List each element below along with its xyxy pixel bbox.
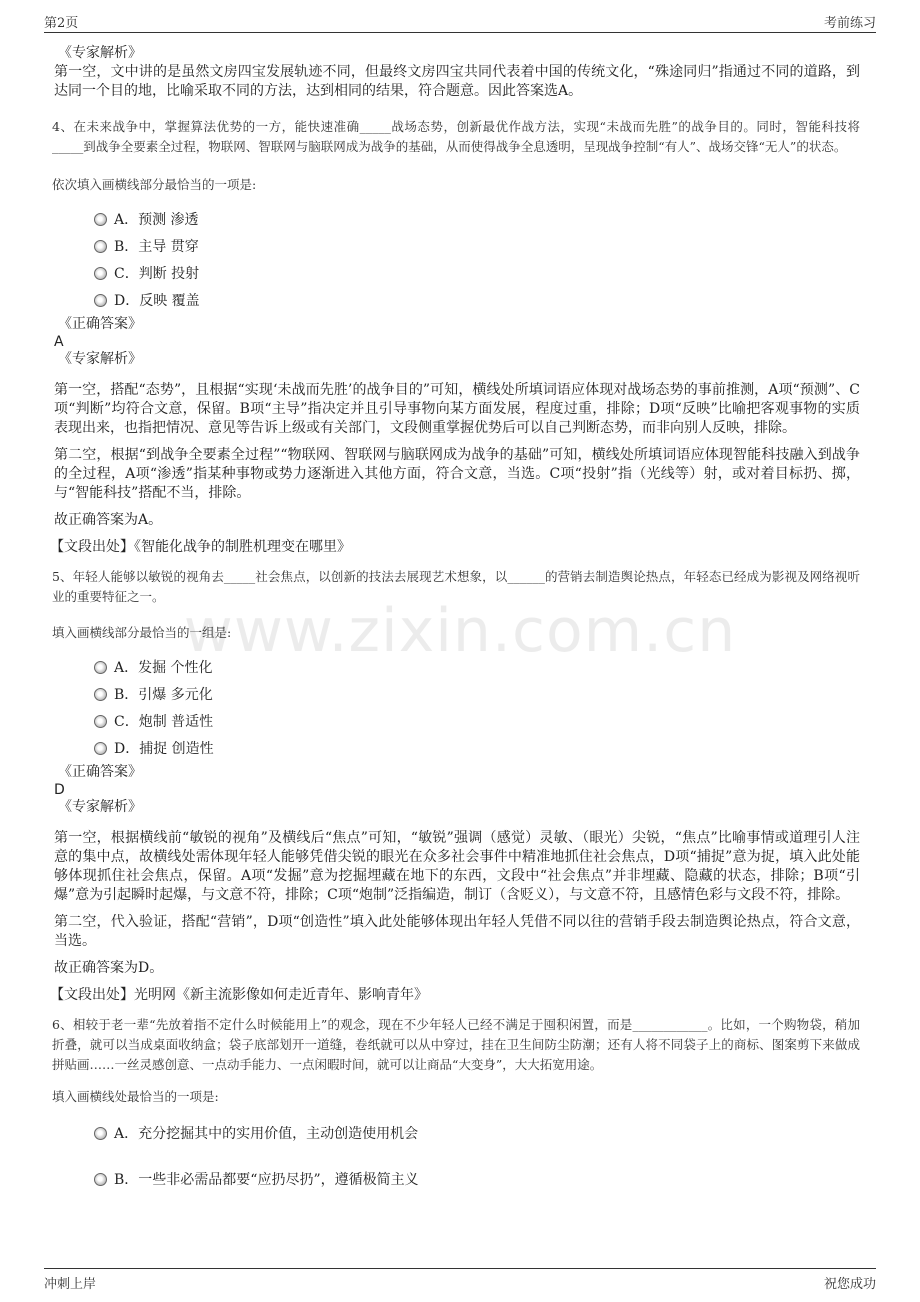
analysis-paragraph-1: 第一空，搭配“态势”，且根据“实现‘未战而先胜’的战争目的”可知，横线处所填词语应体现对战场态势的事前推测，A项“预测”、C项“判断”均符合文意，保留。B项“主导”指决定并且引导事物向某方面发展，程度过重，排除；D项“反映”比喻把客观事物的实质表现出来，也指把情况、意见等告诉上级或有关部门，文段侧重掌握优势后可以自己判断态势，而非向别人反映，排除。 [54,382,860,436]
analysis-conclusion: 故正确答案为D。 [54,960,164,976]
radio-icon[interactable] [94,240,107,253]
footer-right-text: 祝您成功 [823,1277,876,1292]
answer-label: 《正确答案》 [58,764,142,780]
source-citation: 【文段出处】光明网《新主流影像如何走近青年、影响青年》 [50,987,428,1003]
answer-value: A [54,334,64,350]
analysis-label: 《专家解析》 [58,351,142,367]
analysis-label: 《专家解析》 [58,45,142,61]
radio-icon[interactable] [94,1173,107,1186]
footer-left-text: 冲刺上岸 [44,1277,97,1292]
page-header [44,10,876,33]
source-citation: 【文段出处】《智能化战争的制胜机理变在哪里》 [50,539,351,555]
question-5-instruction: 填入画横线部分最恰当的一组是: [52,625,232,640]
option-d[interactable]: D．反映 覆盖 [94,286,860,313]
analysis-label: 《专家解析》 [58,799,142,815]
document-body [50,44,860,1192]
question-6-stem: 6、相较于老一辈“先放着指不定什么时候能用上”的观念，现在不少年轻人已经不满足于囤积闲置，而是____________。比如，一个购物袋，稍加折叠，就可以当成桌面收纳盒；袋子底部划开一道缝，卷纸就可以从中穿过，挂在卫生间防尘防潮；还有人将不同袋子上的商标、图案剪下来做成拼贴画……一丝灵感创意、一点动手能力、一点闲暇时间，就可以让商品“大变身”，大大拓宽用途。 [52,1017,860,1072]
option-b[interactable]: B．主导 贯穿 [94,232,860,259]
option-c[interactable]: C．判断 投射 [94,259,860,286]
radio-icon[interactable] [94,688,107,701]
option-d[interactable]: D．捕捉 创造性 [94,734,860,761]
radio-icon[interactable] [94,661,107,674]
page-number: 第2页 [44,16,79,31]
question-6-instruction: 填入画横线处最恰当的一项是: [52,1089,219,1104]
analysis-conclusion: 故正确答案为A。 [54,512,163,528]
radio-icon[interactable] [94,715,107,728]
question-5-stem: 5、年轻人能够以敏锐的视角去_____社会焦点，以创新的技法去展现艺术想象，以______的营销去制造舆论热点，年轻态已经成为影视及网络视听业的重要特征之一。 [52,569,860,604]
analysis-paragraph-2: 第二空，代入验证，搭配“营销”，D项“创造性”填入此处能够体现出年轻人凭借不同以往的营销手段去制造舆论热点，符合文意，当选。 [54,914,860,949]
radio-icon[interactable] [94,267,107,280]
option-a[interactable]: A．发掘 个性化 [94,653,860,680]
analysis-paragraph-1: 第一空，根据横线前“敏锐的视角”及横线后“焦点”可知，“敏锐”强调（感觉）灵敏、（眼光）尖锐，“焦点”比喻事情或道理引人注意的集中点，故横线处需体现年轻人能够凭借尖锐的眼光在众多社会事件中精准地抓住社会焦点，D项“捕捉”意为捉，填入此处能够体现抓住社会焦点，保留。A项“发掘”意为挖掘埋藏在地下的东西，文段中“社会焦点”并非埋藏、隐藏的状态，排除；B项“引爆”意为引起瞬时起爆，与文意不符，排除；C项“炮制”泛指编造，制订（含贬义），与文意不符，且感情色彩与文段不符，排除。 [54,830,860,903]
radio-icon[interactable] [94,742,107,755]
radio-icon[interactable] [94,1127,107,1140]
header-title: 考前练习 [823,16,876,31]
question-4-instruction: 依次填入画横线部分最恰当的一项是: [52,177,257,192]
question-4-stem: 4、在未来战争中，掌握算法优势的一方，能快速准确_____战场态势，创新最优作战方法，实现“未战而先胜”的战争目的。同时，智能科技将_____到战争全要素全过程，物联网、智联网与脑联网成为战争的基础，从而使得战争全息透明，呈现战争控制“有人”、战场交锋“无人”的状态。 [52,119,860,154]
option-b[interactable]: B．一些非必需品都要“应扔尽扔”，遵循极简主义 [94,1165,860,1192]
option-a[interactable]: A．充分挖掘其中的实用价值，主动创造使用机会 [94,1119,860,1165]
radio-icon[interactable] [94,213,107,226]
watermark: www.zixin.com.cn [183,596,737,666]
analysis-text: 第一空，文中讲的是虽然文房四宝发展轨迹不同，但最终文房四宝共同代表着中国的传统文化，“殊途同归”指通过不同的道路，到达同一个目的地，比喻采取不同的方法，达到相同的结果，符合题意。因此答案选A。 [54,64,860,99]
option-c[interactable]: C．炮制 普适性 [94,707,860,734]
option-b[interactable]: B．引爆 多元化 [94,680,860,707]
answer-label: 《正确答案》 [58,316,142,332]
analysis-paragraph-2: 第二空，根据“到战争全要素全过程”“物联网、智联网与脑联网成为战争的基础”可知，横线处所填词语应体现智能科技融入到战争的全过程，A项“渗透”指某种事物或势力逐渐进入其他方面，符合文意，当选。C项“投射”指（光线等）射，或对着目标扔、掷，与“智能科技”搭配不当，排除。 [54,447,860,501]
page-footer [44,1268,876,1293]
radio-icon[interactable] [94,294,107,307]
option-a[interactable]: A．预测 渗透 [94,205,860,232]
answer-value: D [54,782,65,798]
